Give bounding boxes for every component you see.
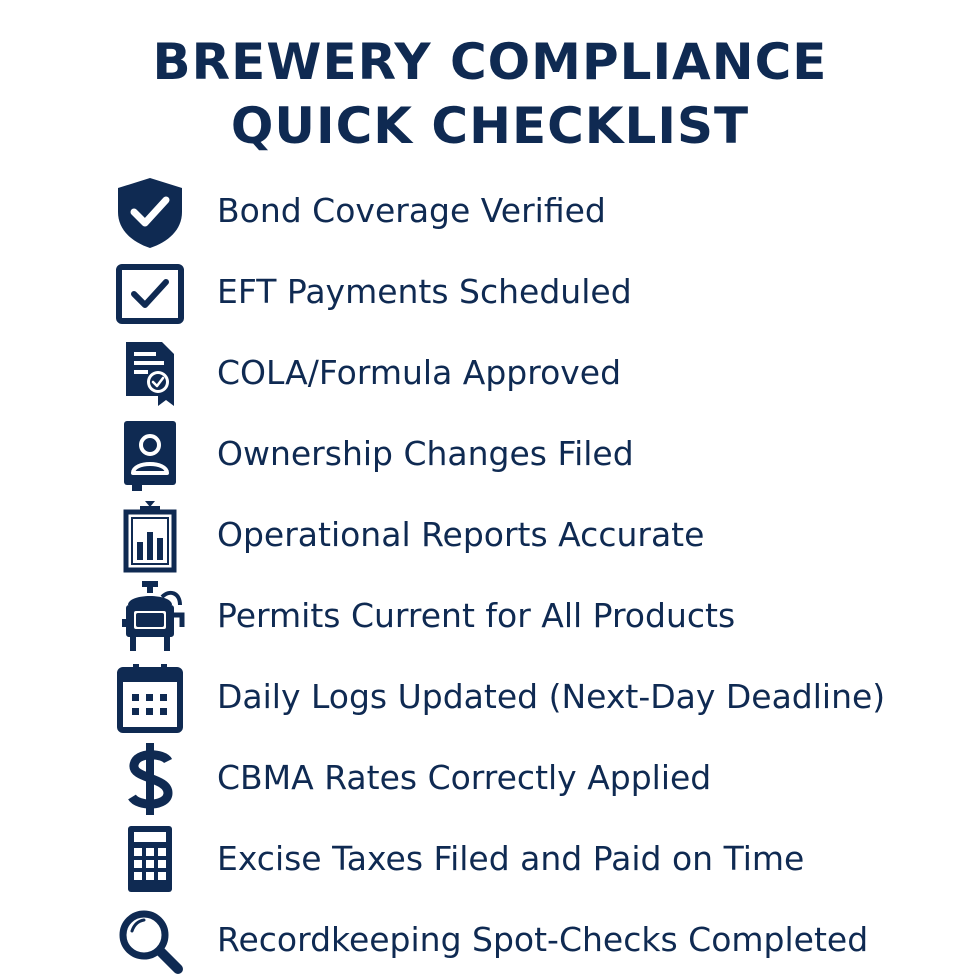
checklist-item-label: Bond Coverage Verified — [217, 191, 606, 230]
checklist-item-label: Recordkeeping Spot-Checks Completed — [217, 920, 869, 959]
report-clipboard-icon — [112, 498, 188, 574]
shield-check-icon — [112, 174, 188, 250]
checklist-item-label: Excise Taxes Filed and Paid on Time — [217, 839, 805, 878]
certificate-icon — [112, 336, 188, 412]
calendar-icon — [112, 660, 188, 736]
checklist-item-bond-coverage — [0, 170, 980, 251]
magnifier-icon — [112, 903, 188, 979]
checklist-item-label: Permits Current for All Products — [217, 596, 736, 635]
title-line-1: BREWERY COMPLIANCE — [152, 33, 828, 91]
checklist-item-label: COLA/Formula Approved — [217, 353, 622, 392]
checklist-item-label: EFT Payments Scheduled — [217, 272, 632, 311]
id-card-icon — [112, 417, 188, 493]
checklist-item-excise-taxes — [0, 818, 980, 899]
checklist-item-label: Ownership Changes Filed — [217, 434, 634, 473]
checklist-item-recordkeeping — [0, 899, 980, 980]
checklist-item-daily-logs — [0, 656, 980, 737]
checklist-item-cola-formula — [0, 332, 980, 413]
checklist-item-cbma-rates — [0, 737, 980, 818]
checklist-item-label: CBMA Rates Correctly Applied — [217, 758, 712, 797]
title-line-2: QUICK CHECKLIST — [230, 97, 750, 155]
checklist-item-ownership — [0, 413, 980, 494]
checkbox-icon — [112, 255, 188, 331]
checklist — [0, 170, 980, 980]
checklist-item-label: Daily Logs Updated (Next-Day Deadline) — [217, 677, 886, 716]
checklist-item-permits — [0, 575, 980, 656]
checklist-item-operational-reports — [0, 494, 980, 575]
page-title — [0, 30, 980, 158]
checklist-item-eft-payments — [0, 251, 980, 332]
brew-kettle-icon — [112, 579, 188, 655]
dollar-sign-icon — [112, 741, 188, 817]
checklist-item-label: Operational Reports Accurate — [217, 515, 705, 554]
calculator-icon — [112, 822, 188, 898]
